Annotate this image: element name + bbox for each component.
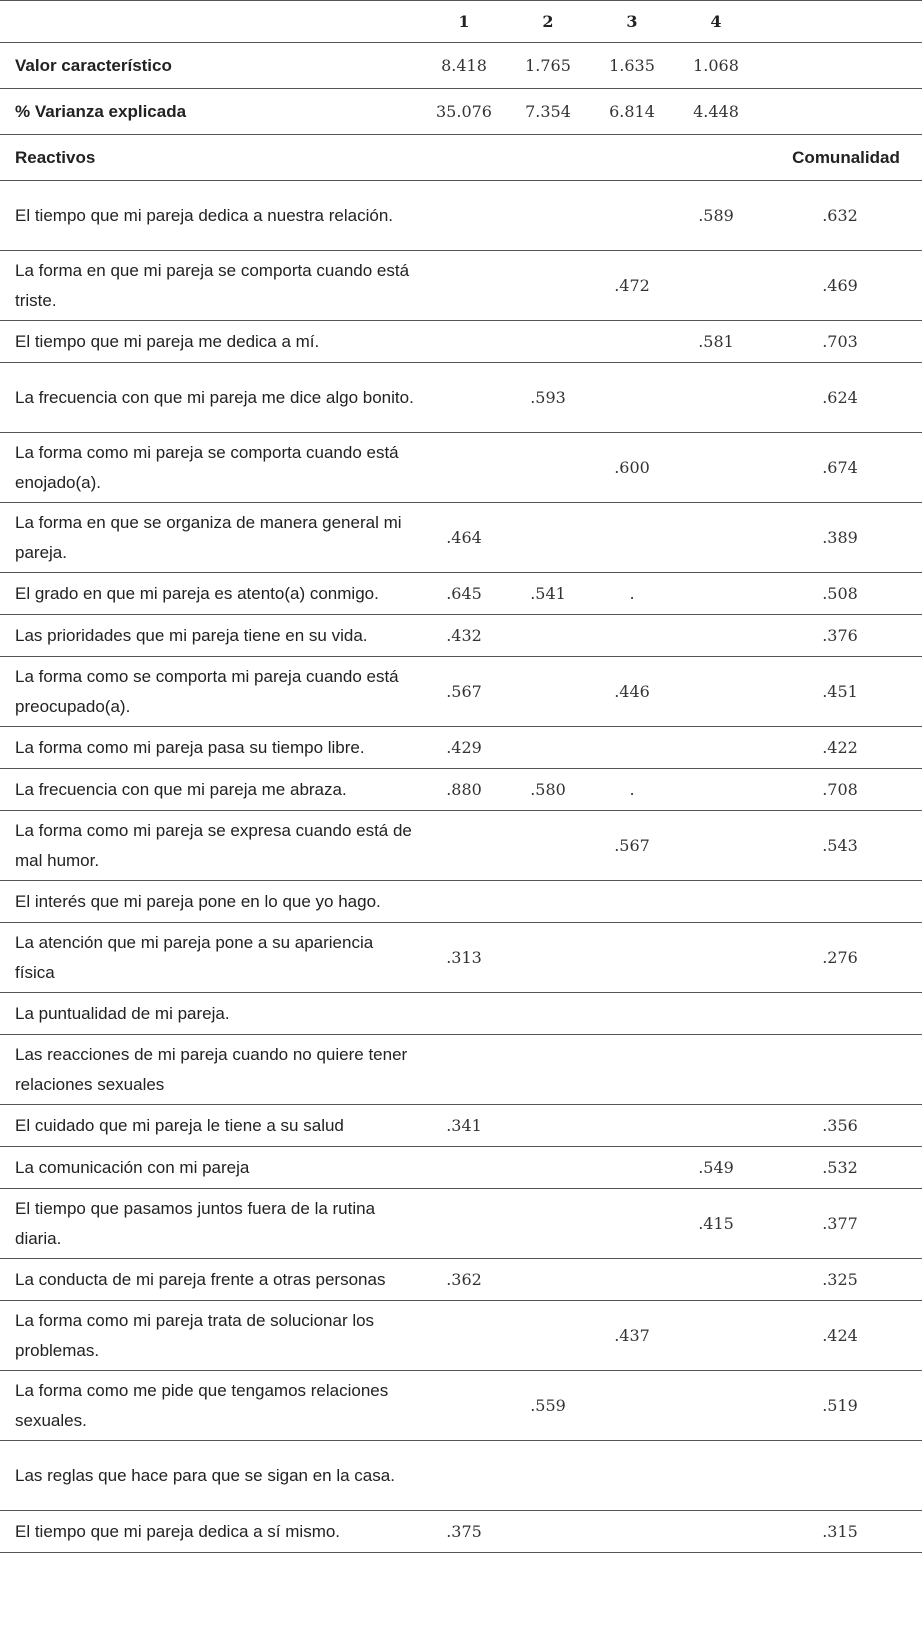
table-row <box>0 1105 922 1147</box>
loading-factor-4 <box>674 503 758 573</box>
item-label: El interés que mi pareja pone en lo que yo hago. <box>0 881 422 923</box>
variance-3: 6.814 <box>590 89 674 135</box>
comunalidad-value: .624 <box>758 363 922 433</box>
loading-factor-1: .464 <box>422 503 506 573</box>
item-label: La atención que mi pareja pone a su apariencia física <box>0 923 422 993</box>
eigenvalue-4: 1.068 <box>674 43 758 89</box>
loading-factor-3 <box>590 181 674 251</box>
loading-factor-3 <box>590 1259 674 1301</box>
loading-factor-4 <box>674 993 758 1035</box>
loading-factor-3 <box>590 615 674 657</box>
loading-factor-1 <box>422 811 506 881</box>
loading-factor-3 <box>590 993 674 1035</box>
table-row <box>0 1441 922 1511</box>
reactivos-header-row <box>0 135 922 181</box>
comunalidad-value: .519 <box>758 1371 922 1441</box>
comunalidad-value: .532 <box>758 1147 922 1189</box>
loading-factor-1 <box>422 433 506 503</box>
comunalidad-value: .424 <box>758 1301 922 1371</box>
loading-factor-2: .593 <box>506 363 590 433</box>
loading-factor-4 <box>674 657 758 727</box>
loading-factor-2: .580 <box>506 769 590 811</box>
comunalidad-value: .708 <box>758 769 922 811</box>
loading-factor-3 <box>590 503 674 573</box>
variance-label: % Varianza explicada <box>0 89 422 135</box>
factor-header-3: 3 <box>590 1 674 43</box>
loading-factor-1: .341 <box>422 1105 506 1147</box>
loading-factor-1 <box>422 1035 506 1105</box>
loading-factor-4 <box>674 1301 758 1371</box>
table-row <box>0 657 922 727</box>
factor-header-4: 4 <box>674 1 758 43</box>
table-row <box>0 181 922 251</box>
loading-factor-4 <box>674 769 758 811</box>
loading-factor-2 <box>506 881 590 923</box>
loading-factor-1: .645 <box>422 573 506 615</box>
item-label: La puntualidad de mi pareja. <box>0 993 422 1035</box>
item-label: La forma en que se organiza de manera general mi pareja. <box>0 503 422 573</box>
table-row <box>0 1371 922 1441</box>
loading-factor-2 <box>506 251 590 321</box>
comunalidad-value: .356 <box>758 1105 922 1147</box>
table-row <box>0 1189 922 1259</box>
loading-factor-2 <box>506 181 590 251</box>
loading-factor-2: .541 <box>506 573 590 615</box>
loading-factor-3 <box>590 321 674 363</box>
loading-factor-4 <box>674 1441 758 1511</box>
comunalidad-value <box>758 1441 922 1511</box>
loading-factor-3 <box>590 727 674 769</box>
eigenvalue-2: 1.765 <box>506 43 590 89</box>
loading-factor-4 <box>674 881 758 923</box>
item-label: La comunicación con mi pareja <box>0 1147 422 1189</box>
table-row <box>0 993 922 1035</box>
item-label: La forma como mi pareja trata de solucionar los problemas. <box>0 1301 422 1371</box>
table-row <box>0 1301 922 1371</box>
variance-row <box>0 89 922 135</box>
loading-factor-1: .429 <box>422 727 506 769</box>
comunalidad-value: .315 <box>758 1511 922 1553</box>
table-row <box>0 923 922 993</box>
item-label: La frecuencia con que mi pareja me abraza. <box>0 769 422 811</box>
comunalidad-value: .469 <box>758 251 922 321</box>
loading-factor-2 <box>506 1259 590 1301</box>
loading-factor-2 <box>506 1511 590 1553</box>
comunalidad-value: .632 <box>758 181 922 251</box>
loading-factor-2 <box>506 657 590 727</box>
loading-factor-2 <box>506 923 590 993</box>
loading-factor-1 <box>422 1147 506 1189</box>
loading-factor-1: .432 <box>422 615 506 657</box>
loading-factor-1 <box>422 321 506 363</box>
table-row <box>0 1035 922 1105</box>
table-row <box>0 1259 922 1301</box>
comunalidad-value: .376 <box>758 615 922 657</box>
loading-factor-2 <box>506 615 590 657</box>
table-row <box>0 321 922 363</box>
table-row <box>0 251 922 321</box>
item-label: El tiempo que mi pareja me dedica a mí. <box>0 321 422 363</box>
loading-factor-1: .880 <box>422 769 506 811</box>
eigenvalue-3: 1.635 <box>590 43 674 89</box>
factor-header-1: 1 <box>422 1 506 43</box>
loading-factor-3 <box>590 1371 674 1441</box>
table-row <box>0 881 922 923</box>
loading-factor-3 <box>590 1105 674 1147</box>
loading-factor-4 <box>674 923 758 993</box>
loading-factor-1: .567 <box>422 657 506 727</box>
loading-factor-4 <box>674 363 758 433</box>
comunalidad-value <box>758 993 922 1035</box>
loading-factor-2 <box>506 1441 590 1511</box>
table-row <box>0 573 922 615</box>
comunalidad-value: .276 <box>758 923 922 993</box>
variance-4: 4.448 <box>674 89 758 135</box>
item-label: Las prioridades que mi pareja tiene en su vida. <box>0 615 422 657</box>
item-label: El grado en que mi pareja es atento(a) conmigo. <box>0 573 422 615</box>
loading-factor-4: .589 <box>674 181 758 251</box>
loading-factor-2: .559 <box>506 1371 590 1441</box>
loading-factor-4 <box>674 1511 758 1553</box>
loading-factor-3 <box>590 1441 674 1511</box>
loading-factor-3 <box>590 881 674 923</box>
loading-factor-3: .600 <box>590 433 674 503</box>
eigenvalue-row <box>0 43 922 89</box>
item-label: La forma como se comporta mi pareja cuando está preocupado(a). <box>0 657 422 727</box>
loading-factor-1 <box>422 181 506 251</box>
comunalidad-value <box>758 1035 922 1105</box>
loading-factor-1: .375 <box>422 1511 506 1553</box>
loading-factor-3 <box>590 1147 674 1189</box>
loading-factor-2 <box>506 993 590 1035</box>
loading-factor-2 <box>506 1035 590 1105</box>
loading-factor-4 <box>674 1035 758 1105</box>
loading-factor-3: .472 <box>590 251 674 321</box>
eigenvalue-label: Valor característico <box>0 43 422 89</box>
loading-factor-2 <box>506 433 590 503</box>
loading-factor-1 <box>422 363 506 433</box>
table-row <box>0 1147 922 1189</box>
loading-factor-4: .549 <box>674 1147 758 1189</box>
loading-factor-3: .437 <box>590 1301 674 1371</box>
table-row <box>0 727 922 769</box>
loading-factor-3: . <box>590 769 674 811</box>
loading-factor-2 <box>506 321 590 363</box>
loading-factor-4 <box>674 615 758 657</box>
loading-factor-1 <box>422 1189 506 1259</box>
comunalidad-value: .674 <box>758 433 922 503</box>
variance-1: 35.076 <box>422 89 506 135</box>
comunalidad-value: .377 <box>758 1189 922 1259</box>
comunalidad-header: Comunalidad <box>758 135 922 181</box>
loading-factor-1 <box>422 1441 506 1511</box>
loading-factor-3 <box>590 1511 674 1553</box>
loading-factor-1 <box>422 1371 506 1441</box>
item-label: La conducta de mi pareja frente a otras personas <box>0 1259 422 1301</box>
loading-factor-4 <box>674 433 758 503</box>
loading-factor-1 <box>422 1301 506 1371</box>
loading-factor-3: . <box>590 573 674 615</box>
header-row <box>0 1 922 43</box>
item-label: La frecuencia con que mi pareja me dice algo bonito. <box>0 363 422 433</box>
loading-factor-2 <box>506 811 590 881</box>
loading-factor-4 <box>674 573 758 615</box>
comunalidad-value: .451 <box>758 657 922 727</box>
table-row <box>0 363 922 433</box>
item-label: La forma en que mi pareja se comporta cuando está triste. <box>0 251 422 321</box>
loading-factor-4 <box>674 1105 758 1147</box>
item-label: El tiempo que pasamos juntos fuera de la rutina diaria. <box>0 1189 422 1259</box>
item-label: Las reglas que hace para que se sigan en la casa. <box>0 1441 422 1511</box>
loading-factor-2 <box>506 1189 590 1259</box>
table-row <box>0 433 922 503</box>
loading-factor-2 <box>506 1105 590 1147</box>
table-row <box>0 1511 922 1553</box>
loading-factor-3 <box>590 923 674 993</box>
reactivos-label: Reactivos <box>0 135 422 181</box>
loading-factor-2 <box>506 1147 590 1189</box>
comunalidad-value <box>758 881 922 923</box>
loading-factor-1 <box>422 881 506 923</box>
loading-factor-2 <box>506 727 590 769</box>
loading-factor-1 <box>422 993 506 1035</box>
variance-2: 7.354 <box>506 89 590 135</box>
table-row <box>0 615 922 657</box>
header-empty-cell <box>0 1 422 43</box>
header-empty-cell <box>758 1 922 43</box>
item-label: El tiempo que mi pareja dedica a nuestra relación. <box>0 181 422 251</box>
comunalidad-value: .325 <box>758 1259 922 1301</box>
loading-factor-4 <box>674 1259 758 1301</box>
loading-factor-4: .415 <box>674 1189 758 1259</box>
loading-factor-1: .362 <box>422 1259 506 1301</box>
item-label: El cuidado que mi pareja le tiene a su salud <box>0 1105 422 1147</box>
comunalidad-value: .422 <box>758 727 922 769</box>
table-row <box>0 811 922 881</box>
comunalidad-value: .703 <box>758 321 922 363</box>
item-label: La forma como mi pareja se expresa cuando está de mal humor. <box>0 811 422 881</box>
loading-factor-2 <box>506 1301 590 1371</box>
loading-factor-3 <box>590 1189 674 1259</box>
loading-factor-4 <box>674 251 758 321</box>
eigenvalue-1: 8.418 <box>422 43 506 89</box>
loading-factor-3 <box>590 363 674 433</box>
loading-factor-3 <box>590 1035 674 1105</box>
comunalidad-value: .389 <box>758 503 922 573</box>
item-label: El tiempo que mi pareja dedica a sí mismo. <box>0 1511 422 1553</box>
loading-factor-4 <box>674 811 758 881</box>
item-label: La forma como mi pareja pasa su tiempo libre. <box>0 727 422 769</box>
loading-factor-1: .313 <box>422 923 506 993</box>
loading-factor-4: .581 <box>674 321 758 363</box>
loading-factor-4 <box>674 1371 758 1441</box>
comunalidad-value: .508 <box>758 573 922 615</box>
table-row <box>0 503 922 573</box>
factor-header-2: 2 <box>506 1 590 43</box>
item-label: La forma como me pide que tengamos relaciones sexuales. <box>0 1371 422 1441</box>
loading-factor-1 <box>422 251 506 321</box>
comunalidad-value: .543 <box>758 811 922 881</box>
table-row <box>0 769 922 811</box>
loading-factor-4 <box>674 727 758 769</box>
loading-factor-2 <box>506 503 590 573</box>
item-label: Las reacciones de mi pareja cuando no quiere tener relaciones sexuales <box>0 1035 422 1105</box>
loading-factor-3: .446 <box>590 657 674 727</box>
item-label: La forma como mi pareja se comporta cuando está enojado(a). <box>0 433 422 503</box>
loading-factor-3: .567 <box>590 811 674 881</box>
